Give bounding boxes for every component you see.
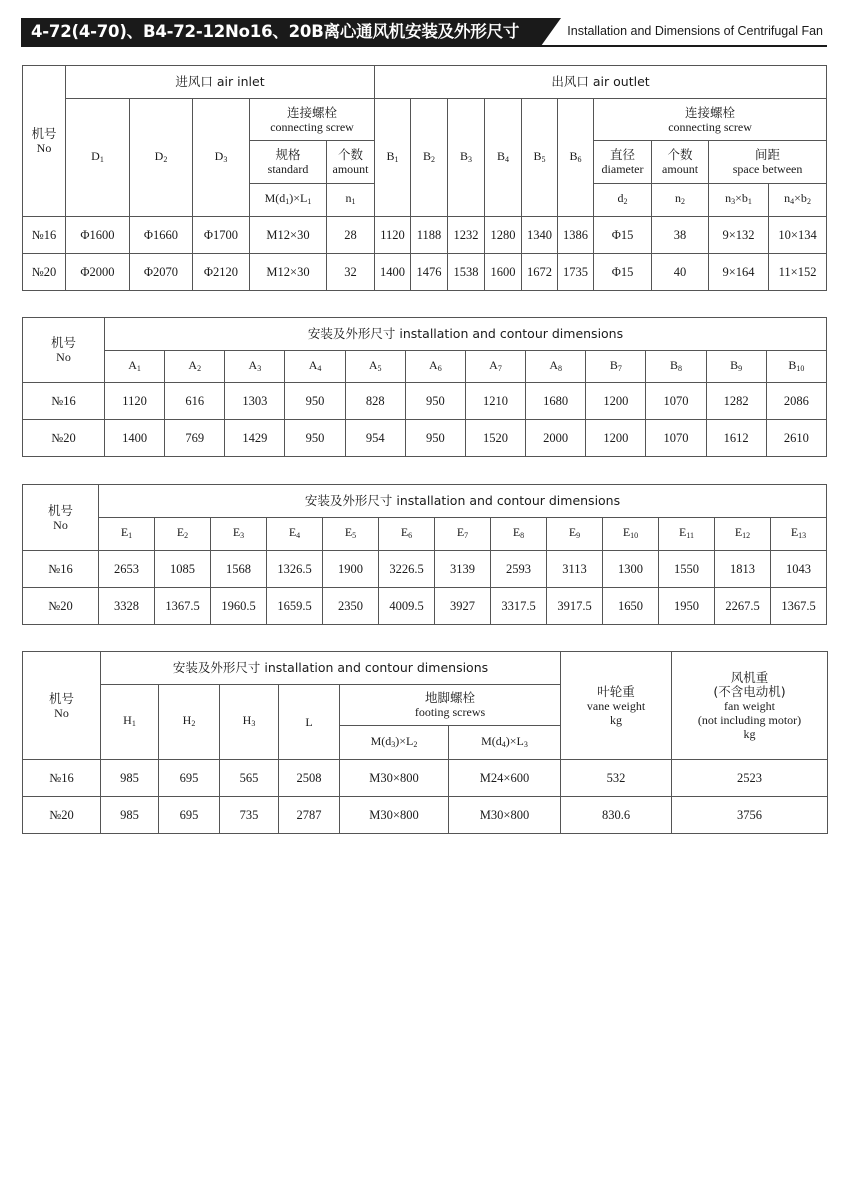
dimensions-a-body [23, 383, 827, 457]
value-cell: 1476 [411, 254, 448, 291]
value-cell: 3226.5 [379, 551, 435, 588]
inlet-amount-cn: 个数 [338, 147, 364, 162]
sym-n1: $n_1$ [327, 184, 375, 217]
sym-n2: $n_2$ [652, 184, 709, 217]
model-header [23, 66, 66, 217]
value-cell: 1232 [448, 217, 485, 254]
value-cell: 1367.5 [155, 588, 211, 625]
vane-weight-en: vane weight [586, 698, 646, 713]
col-e1: $E_1$ [99, 518, 155, 551]
spacing-cn: 间距 [755, 147, 781, 162]
col-b2: $B_2$ [411, 99, 448, 217]
col-b9: $B_9$ [706, 351, 766, 383]
sym-footing-1: $M(d_3)\times L_2$ [340, 726, 449, 760]
value-cell: 1659.5 [267, 588, 323, 625]
col-a6: $A_6$ [405, 351, 465, 383]
model-header [23, 318, 105, 383]
value-cell: 1950 [659, 588, 715, 625]
value-cell: 11×152 [769, 254, 827, 291]
table-row [23, 551, 827, 588]
model-cell: №16 [23, 217, 66, 254]
col-b5: $B_5$ [522, 99, 558, 217]
value-cell: 3917.5 [547, 588, 603, 625]
value-cell: M12×30 [250, 254, 327, 291]
model-header-en: No [56, 350, 71, 364]
value-cell: 1550 [659, 551, 715, 588]
col-h3: $H_3$ [220, 685, 279, 760]
value-cell: 1120 [105, 383, 165, 420]
diameter-en: diameter [601, 162, 644, 176]
value-cell: 9×132 [709, 217, 769, 254]
col-e2: $E_2$ [155, 518, 211, 551]
col-e7: $E_7$ [435, 518, 491, 551]
value-cell: Φ2000 [66, 254, 130, 291]
value-cell: 1070 [646, 420, 706, 457]
sym-d2: $d_2$ [594, 184, 652, 217]
vane-weight-header [561, 652, 672, 760]
model-header [23, 485, 99, 551]
page-header [21, 18, 827, 46]
fan-weight-en-note: (not including motor) [697, 712, 802, 727]
footing-screws-cn: 地脚螺栓 [425, 690, 476, 705]
col-e13: $E_{13}$ [771, 518, 827, 551]
vane-weight-unit: kg [610, 712, 623, 727]
value-cell: M30×800 [340, 760, 449, 797]
col-e3: $E_3$ [211, 518, 267, 551]
value-cell: 1386 [558, 217, 594, 254]
fan-weight-unit: kg [743, 726, 756, 741]
value-cell: 10×134 [769, 217, 827, 254]
spacing-header [709, 141, 827, 184]
value-cell: 3756 [672, 797, 828, 834]
model-header-cn: 机号 [47, 502, 73, 518]
value-cell: 4009.5 [379, 588, 435, 625]
col-e12: $E_{12}$ [715, 518, 771, 551]
inlet-connecting-header [250, 99, 375, 141]
value-cell: 1200 [586, 420, 646, 457]
footing-screws-en: footing screws [414, 705, 486, 719]
dimension-columns [23, 518, 827, 551]
table-row [23, 797, 828, 834]
value-cell: Φ15 [594, 254, 652, 291]
value-cell: 40 [652, 254, 709, 291]
model-cell: №20 [23, 420, 105, 457]
value-cell: 1735 [558, 254, 594, 291]
value-cell: 2350 [323, 588, 379, 625]
value-cell: 1200 [586, 383, 646, 420]
spacing-en: space between [732, 162, 803, 176]
col-e9: $E_9$ [547, 518, 603, 551]
col-e10: $E_{10}$ [603, 518, 659, 551]
standard-en: standard [267, 162, 309, 176]
outlet-amount-en: amount [662, 162, 699, 176]
value-cell: 1960.5 [211, 588, 267, 625]
contour-header: 安装及外形尺寸 installation and contour dimensions [99, 485, 827, 518]
table-row [23, 383, 827, 420]
value-cell: Φ15 [594, 217, 652, 254]
value-cell: 3927 [435, 588, 491, 625]
model-cell: №16 [23, 551, 99, 588]
value-cell: 1813 [715, 551, 771, 588]
outlet-connecting-header [594, 99, 827, 141]
outlet-connecting-cn: 连接螺栓 [685, 104, 736, 120]
value-cell: 1282 [706, 383, 766, 420]
col-b1: $B_1$ [375, 99, 411, 217]
col-d3: $D_3$ [193, 99, 250, 217]
value-cell: 2787 [279, 797, 340, 834]
value-cell: 1210 [465, 383, 525, 420]
contour-header: 安装及外形尺寸 installation and contour dimensions [105, 318, 827, 351]
value-cell: 2610 [766, 420, 826, 457]
value-cell: 695 [159, 760, 220, 797]
col-b10: $B_{10}$ [766, 351, 826, 383]
value-cell: 954 [345, 420, 405, 457]
col-l: L [279, 685, 340, 760]
table-row [23, 254, 827, 291]
model-cell: №20 [23, 588, 99, 625]
table-row [23, 420, 827, 457]
dimension-columns [23, 351, 827, 383]
diameter-cn: 直径 [610, 147, 636, 162]
value-cell: 1538 [448, 254, 485, 291]
value-cell: 2000 [526, 420, 586, 457]
value-cell: 828 [345, 383, 405, 420]
dimensions-e-table [22, 484, 827, 625]
value-cell: Φ1600 [66, 217, 130, 254]
col-b6: $B_6$ [558, 99, 594, 217]
value-cell: 3139 [435, 551, 491, 588]
inlet-connecting-en: connecting screw [270, 119, 354, 134]
dimensions-a-table [22, 317, 827, 457]
inlet-outlet-table [22, 65, 827, 291]
value-cell: 1520 [465, 420, 525, 457]
model-header [23, 652, 101, 760]
value-cell: 2523 [672, 760, 828, 797]
outlet-amount-cn: 个数 [667, 147, 693, 162]
col-e5: $E_5$ [323, 518, 379, 551]
value-cell: 1680 [526, 383, 586, 420]
standard-cn: 规格 [275, 147, 301, 162]
value-cell: 950 [405, 383, 465, 420]
value-cell: 532 [561, 760, 672, 797]
col-a5: $A_5$ [345, 351, 405, 383]
value-cell: 1300 [603, 551, 659, 588]
title-tail-decoration [541, 18, 561, 46]
col-a3: $A_3$ [225, 351, 285, 383]
value-cell: Φ1660 [130, 217, 193, 254]
value-cell: 735 [220, 797, 279, 834]
value-cell: 2508 [279, 760, 340, 797]
model-header-cn: 机号 [50, 335, 76, 350]
value-cell: 1120 [375, 217, 411, 254]
value-cell: M24×600 [449, 760, 561, 797]
dimensions-e-body [23, 551, 827, 625]
inlet-amount-header [327, 141, 375, 184]
value-cell: 2086 [766, 383, 826, 420]
outlet-amount-header [652, 141, 709, 184]
standard-header [250, 141, 327, 184]
value-cell: Φ2070 [130, 254, 193, 291]
footing-screws-header [340, 685, 561, 726]
value-cell: 616 [165, 383, 225, 420]
value-cell: 32 [327, 254, 375, 291]
value-cell: 3113 [547, 551, 603, 588]
value-cell: 1326.5 [267, 551, 323, 588]
col-e11: $E_{11}$ [659, 518, 715, 551]
value-cell: 2267.5 [715, 588, 771, 625]
model-cell: №20 [23, 797, 101, 834]
col-b3: $B_3$ [448, 99, 485, 217]
inlet-connecting-cn: 连接螺栓 [287, 104, 338, 120]
value-cell: 695 [159, 797, 220, 834]
sym-footing-2: $M(d_4)\times L_3$ [449, 726, 561, 760]
value-cell: 950 [285, 420, 345, 457]
page-subtitle: Installation and Dimensions of Centrifugal Fan [567, 24, 823, 38]
inlet-outlet-table-body [23, 217, 827, 291]
sym-standard: $M(d_1)\times L_1$ [250, 184, 327, 217]
value-cell: 2653 [99, 551, 155, 588]
value-cell: 985 [101, 760, 159, 797]
value-cell: 3317.5 [491, 588, 547, 625]
outlet-header: 出风口 air outlet [375, 66, 827, 99]
table-row [23, 588, 827, 625]
col-b8: $B_8$ [646, 351, 706, 383]
col-d2: $D_2$ [130, 99, 193, 217]
inlet-amount-en: amount [332, 162, 369, 176]
outlet-connecting-en: connecting screw [668, 119, 752, 134]
vane-weight-cn: 叶轮重 [597, 683, 635, 699]
value-cell: 1303 [225, 383, 285, 420]
dimensions-h-weight-table [22, 651, 828, 834]
value-cell: 1070 [646, 383, 706, 420]
value-cell: 950 [285, 383, 345, 420]
model-cell: №16 [23, 383, 105, 420]
fan-weight-en: fan weight [724, 698, 776, 713]
col-h1: $H_1$ [101, 685, 159, 760]
model-cell: №20 [23, 254, 66, 291]
fan-weight-cn-note: (不含电动机) [713, 683, 786, 699]
value-cell: 1043 [771, 551, 827, 588]
fan-weight-cn: 风机重 [730, 669, 769, 685]
col-a8: $A_8$ [526, 351, 586, 383]
value-cell: Φ2120 [193, 254, 250, 291]
value-cell: 1280 [485, 217, 522, 254]
col-e8: $E_8$ [491, 518, 547, 551]
col-a7: $A_7$ [465, 351, 525, 383]
contour-header: 安装及外形尺寸 installation and contour dimensions [101, 652, 561, 685]
model-header-en: No [54, 705, 69, 720]
value-cell: 38 [652, 217, 709, 254]
sym-n4b2: $n_4\times b_2$ [769, 184, 827, 217]
model-header-en: No [36, 141, 52, 155]
value-cell: 1400 [105, 420, 165, 457]
col-a1: $A_1$ [105, 351, 165, 383]
value-cell: 28 [327, 217, 375, 254]
value-cell: M30×800 [340, 797, 449, 834]
value-cell: 1400 [375, 254, 411, 291]
dimensions-h-weight-body [23, 760, 828, 834]
col-e6: $E_6$ [379, 518, 435, 551]
value-cell: 9×164 [709, 254, 769, 291]
value-cell: 985 [101, 797, 159, 834]
value-cell: M12×30 [250, 217, 327, 254]
value-cell: 1188 [411, 217, 448, 254]
fan-weight-header [672, 652, 828, 760]
model-header-cn: 机号 [48, 690, 74, 706]
value-cell: 1568 [211, 551, 267, 588]
value-cell: 830.6 [561, 797, 672, 834]
model-header-cn: 机号 [31, 126, 57, 141]
value-cell: Φ1700 [193, 217, 250, 254]
col-b7: $B_7$ [586, 351, 646, 383]
col-a2: $A_2$ [165, 351, 225, 383]
inlet-header: 进风口 air inlet [66, 66, 375, 99]
value-cell: 1900 [323, 551, 379, 588]
col-a4: $A_4$ [285, 351, 345, 383]
value-cell: 1429 [225, 420, 285, 457]
value-cell: 1672 [522, 254, 558, 291]
page-title: 4-72(4-70)、B4-72-12No16、20B离心通风机安装及外形尺寸 [21, 18, 541, 46]
col-h2: $H_2$ [159, 685, 220, 760]
value-cell: 950 [405, 420, 465, 457]
diameter-header [594, 141, 652, 184]
value-cell: 1650 [603, 588, 659, 625]
sym-n3b1: $n_3\times b_1$ [709, 184, 769, 217]
col-e4: $E_4$ [267, 518, 323, 551]
value-cell: 1600 [485, 254, 522, 291]
table-row [23, 217, 827, 254]
value-cell: 565 [220, 760, 279, 797]
col-b4: $B_4$ [485, 99, 522, 217]
value-cell: 3328 [99, 588, 155, 625]
value-cell: M30×800 [449, 797, 561, 834]
value-cell: 769 [165, 420, 225, 457]
value-cell: 1612 [706, 420, 766, 457]
value-cell: 2593 [491, 551, 547, 588]
value-cell: 1340 [522, 217, 558, 254]
value-cell: 1367.5 [771, 588, 827, 625]
model-header-en: No [53, 517, 68, 532]
table-row [23, 760, 828, 797]
col-d1: $D_1$ [66, 99, 130, 217]
value-cell: 1085 [155, 551, 211, 588]
model-cell: №16 [23, 760, 101, 797]
header-rule [21, 45, 827, 47]
